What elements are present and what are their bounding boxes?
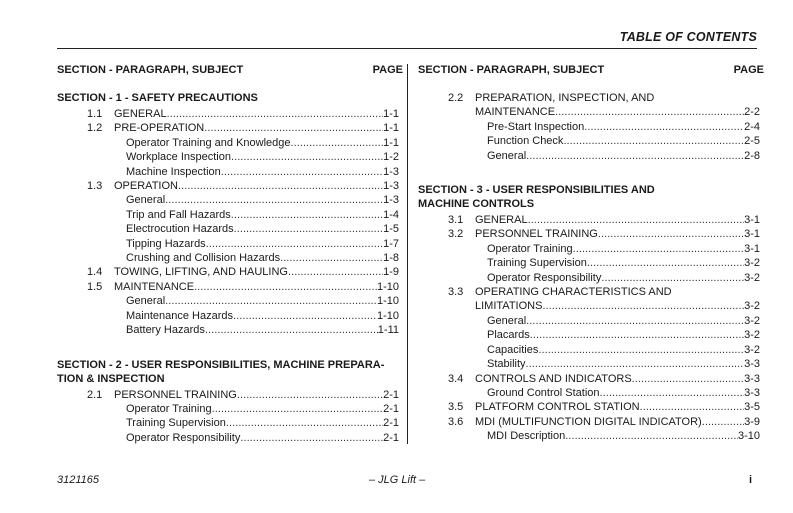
section-title[interactable]: [57, 91, 399, 105]
footer-brand: – JLG Lift –: [369, 474, 426, 486]
toc-entry[interactable]: [418, 285, 760, 299]
entry-label: Machine Inspection: [126, 165, 221, 178]
entry-number: 3.5: [448, 401, 464, 414]
toc-section: [418, 183, 760, 444]
toc-entry[interactable]: [57, 222, 399, 236]
page-heading: PAGE: [372, 64, 403, 76]
toc-entry[interactable]: [57, 179, 399, 193]
toc-entry[interactable]: [418, 429, 760, 443]
toc-entry[interactable]: [57, 208, 399, 222]
toc-entry[interactable]: [418, 328, 760, 342]
toc-entry[interactable]: [418, 372, 760, 386]
entry-label: OPERATING CHARACTERISTICS AND: [475, 286, 672, 299]
dot-leader: [640, 400, 744, 414]
entry-page: 1-10: [376, 280, 399, 293]
entry-label: Operator Training: [487, 242, 573, 255]
entry-number: 3.6: [448, 415, 464, 428]
entry-page: 3-10: [737, 430, 760, 443]
entry-label: Maintenance Hazards: [126, 309, 234, 322]
entry-label: General: [487, 314, 527, 327]
entry-number: 3.4: [448, 372, 464, 385]
entry-page: 2-1: [383, 431, 399, 444]
entry-page: 2-2: [744, 106, 760, 119]
entry-label: Crushing and Collision Hazards: [126, 252, 281, 265]
entry-page: 3-2: [744, 271, 760, 284]
entry-number: 1.1: [87, 108, 103, 120]
column-divider: [407, 64, 408, 444]
entry-label: GENERAL: [475, 214, 528, 227]
toc-entry[interactable]: [418, 343, 760, 357]
entry-label: CONTROLS AND INDICATORS: [475, 372, 632, 385]
entry-page: 3-3: [744, 386, 760, 399]
entry-label: MDI (MULTIFUNCTION DIGITAL INDICATOR): [475, 415, 702, 428]
entry-page: 3-2: [744, 329, 760, 342]
entry-page: 2-1: [383, 402, 399, 415]
entry-page: 3-1: [744, 228, 760, 241]
dot-leader: [231, 150, 383, 164]
entry-page: 3-3: [744, 372, 760, 385]
entry-page: 1-8: [383, 252, 399, 265]
toc-entry[interactable]: [418, 91, 760, 105]
dot-leader: [601, 271, 744, 285]
dot-leader: [702, 415, 744, 429]
entry-page: 1-7: [383, 237, 399, 250]
entry-page: 3-5: [744, 401, 760, 414]
entry-page: 1-10: [376, 295, 399, 308]
dot-leader: [600, 386, 745, 400]
entry-label: Operator Responsibility: [126, 431, 241, 444]
section-title-line: SECTION - 1 - SAFETY PRECAUTIONS: [57, 92, 258, 104]
dot-leader: [291, 136, 384, 150]
entry-label: Training Supervision: [487, 257, 587, 270]
entry-label: Ground Control Station: [487, 386, 600, 399]
entry-number: 1.5: [87, 280, 103, 293]
dot-leader: [237, 388, 383, 402]
dot-leader: [231, 208, 383, 222]
dot-leader: [206, 237, 383, 251]
entry-label: PLATFORM CONTROL STATION: [475, 401, 640, 414]
dot-leader: [542, 299, 744, 313]
dot-leader: [528, 213, 745, 227]
document-number: 3121165: [57, 474, 100, 486]
toc-entry[interactable]: [418, 400, 760, 414]
entry-number: 2.2: [448, 92, 464, 104]
toc-entry[interactable]: [57, 165, 399, 179]
toc-entry[interactable]: [418, 299, 760, 313]
subject-heading: SECTION - PARAGRAPH, SUBJECT: [57, 64, 244, 76]
entry-page: 2-1: [383, 417, 399, 430]
toc-entry[interactable]: [418, 227, 760, 241]
toc-entry[interactable]: [418, 271, 760, 285]
entry-number: 3.1: [448, 214, 464, 227]
toc-entry[interactable]: [57, 388, 399, 402]
entry-page: 2-8: [744, 149, 760, 162]
dot-leader: [194, 280, 377, 294]
entry-page: 1-4: [383, 208, 399, 221]
toc-entry[interactable]: [418, 357, 760, 371]
toc-entry[interactable]: [57, 136, 399, 150]
entry-label: PRE-OPERATION: [114, 122, 205, 135]
section-title[interactable]: [418, 183, 760, 211]
entry-label: LIMITATIONS: [475, 300, 543, 313]
entry-label: Stability: [487, 358, 526, 371]
entry-page: 1-1: [383, 108, 399, 120]
entry-page: 1-10: [376, 309, 399, 322]
top-rule: [57, 48, 757, 49]
entry-label: Function Check: [487, 135, 564, 148]
toc-entry[interactable]: [418, 386, 760, 400]
toc-section: [57, 358, 399, 446]
dot-leader: [598, 227, 744, 241]
entry-label: Trip and Fall Hazards: [126, 208, 231, 221]
entry-number: 3.3: [448, 286, 464, 299]
entry-page: 1-3: [383, 180, 399, 193]
page-heading: PAGE: [733, 64, 764, 76]
dot-leader: [526, 149, 744, 163]
toc-section: [57, 91, 399, 338]
dot-leader: [165, 294, 377, 308]
entry-label: MAINTENANCE: [475, 106, 556, 119]
entry-page: 1-3: [383, 165, 399, 178]
dot-leader: [526, 357, 745, 371]
toc-entry[interactable]: [418, 415, 760, 429]
section-title-line: TION & INSPECTION: [57, 372, 165, 385]
entry-label: PERSONNEL TRAINING: [114, 388, 237, 401]
toc-entry[interactable]: [418, 213, 760, 227]
toc-entry[interactable]: [418, 242, 760, 256]
toc-entry[interactable]: [57, 294, 399, 308]
entry-label: Training Supervision: [126, 417, 226, 430]
toc-entry[interactable]: [57, 309, 399, 323]
toc-left-column: [57, 63, 403, 445]
toc-right-column: [418, 63, 764, 444]
entry-page: 1-9: [383, 266, 399, 279]
entry-label: PERSONNEL TRAINING: [475, 228, 598, 241]
entry-page: 1-5: [383, 223, 399, 236]
entry-label: General: [487, 149, 527, 162]
entry-page: 2-5: [744, 135, 760, 148]
page-number: i: [749, 474, 753, 486]
entry-page: 3-2: [744, 314, 760, 327]
dot-leader: [212, 402, 383, 416]
toc-entry[interactable]: [57, 265, 399, 279]
entry-label: Electrocution Hazards: [126, 223, 234, 236]
entry-label: Pre-Start Inspection: [487, 120, 585, 133]
dot-leader: [288, 265, 383, 279]
toc-entry[interactable]: [418, 149, 760, 163]
entry-page: 1-1: [383, 122, 399, 135]
entry-page: 3-2: [744, 343, 760, 356]
dot-leader: [240, 431, 383, 445]
section-title[interactable]: [57, 358, 399, 386]
entry-label: TOWING, LIFTING, AND HAULING: [114, 266, 288, 279]
entry-number: 1.2: [87, 122, 103, 135]
toc-entry[interactable]: [57, 107, 399, 121]
dot-leader: [526, 314, 744, 328]
toc-entry[interactable]: [418, 314, 760, 328]
entry-label: MAINTENANCE: [114, 280, 195, 293]
entry-page: 3-1: [744, 242, 760, 255]
dot-leader: [226, 416, 383, 430]
dot-leader: [204, 121, 383, 135]
section-title-line: SECTION - 2 - USER RESPONSIBILITIES, MACHINE PREPARA-: [57, 358, 385, 371]
entry-page: 3-2: [744, 300, 760, 313]
column-header: [57, 63, 403, 78]
dot-leader: [563, 134, 744, 148]
toc-entry[interactable]: [57, 431, 399, 445]
page-title: TABLE OF CONTENTS: [619, 30, 757, 44]
section-title-line: MACHINE CONTROLS: [418, 198, 535, 211]
entry-label: GENERAL: [114, 108, 167, 120]
dot-leader: [538, 343, 744, 357]
dot-leader: [565, 429, 738, 443]
section-title-line: SECTION - 3 - USER RESPONSIBILITIES AND: [418, 184, 655, 197]
entry-label: PREPARATION, INSPECTION, AND: [475, 92, 655, 104]
toc-entry[interactable]: [418, 120, 760, 134]
entry-label: Placards: [487, 329, 530, 342]
entry-page: 3-2: [744, 257, 760, 270]
toc-entry[interactable]: [57, 323, 399, 337]
dot-leader: [280, 251, 383, 265]
entry-label: Operator Responsibility: [487, 271, 602, 284]
entry-page: 2-1: [383, 388, 399, 401]
toc-entry[interactable]: [57, 237, 399, 251]
toc-entry[interactable]: [57, 193, 399, 207]
entry-label: General: [126, 295, 166, 308]
dot-leader: [555, 105, 744, 119]
dot-leader: [584, 120, 744, 134]
entry-page: 2-4: [744, 120, 760, 133]
entry-page: 3-9: [744, 415, 760, 428]
entry-label: Operator Training and Knowledge: [126, 136, 291, 149]
subject-heading: SECTION - PARAGRAPH, SUBJECT: [418, 64, 605, 76]
toc-entry[interactable]: [418, 256, 760, 270]
dot-leader: [530, 328, 744, 342]
toc-entry[interactable]: [57, 121, 399, 135]
dot-leader: [205, 323, 378, 337]
entry-number: 3.2: [448, 228, 464, 241]
toc-entry[interactable]: [418, 134, 760, 148]
entry-number: 1.4: [87, 266, 103, 279]
entry-label: Battery Hazards: [126, 324, 205, 337]
entry-label: Workplace Inspection: [126, 151, 231, 164]
dot-leader: [233, 309, 377, 323]
dot-leader: [167, 107, 384, 121]
entry-number: 2.1: [87, 388, 103, 401]
entry-label: General: [126, 194, 166, 207]
entry-page: 1-11: [377, 324, 399, 337]
entry-page: 1-3: [383, 194, 399, 207]
entry-page: 3-3: [744, 358, 760, 371]
entry-page: 1-2: [383, 151, 399, 164]
dot-leader: [573, 242, 744, 256]
dot-leader: [587, 256, 744, 270]
entry-page: 1-1: [383, 136, 399, 149]
toc-entry[interactable]: [418, 105, 760, 119]
dot-leader: [221, 165, 383, 179]
entry-label: Tipping Hazards: [126, 237, 206, 250]
entry-page: 3-1: [744, 214, 760, 227]
dot-leader: [234, 222, 383, 236]
dot-leader: [165, 193, 383, 207]
entry-label: Capacities: [487, 343, 539, 356]
toc-entry[interactable]: [57, 416, 399, 430]
toc-entry[interactable]: [57, 150, 399, 164]
dot-leader: [632, 372, 744, 386]
entry-label: MDI Description: [487, 430, 566, 443]
toc-entry[interactable]: [57, 402, 399, 416]
entry-label: OPERATION: [114, 180, 178, 193]
toc-section: [418, 91, 760, 163]
toc-entry[interactable]: [57, 280, 399, 294]
entry-number: 1.3: [87, 180, 103, 193]
toc-entry[interactable]: [57, 251, 399, 265]
entry-label: Operator Training: [126, 402, 212, 415]
column-header: [418, 63, 764, 78]
dot-leader: [178, 179, 383, 193]
